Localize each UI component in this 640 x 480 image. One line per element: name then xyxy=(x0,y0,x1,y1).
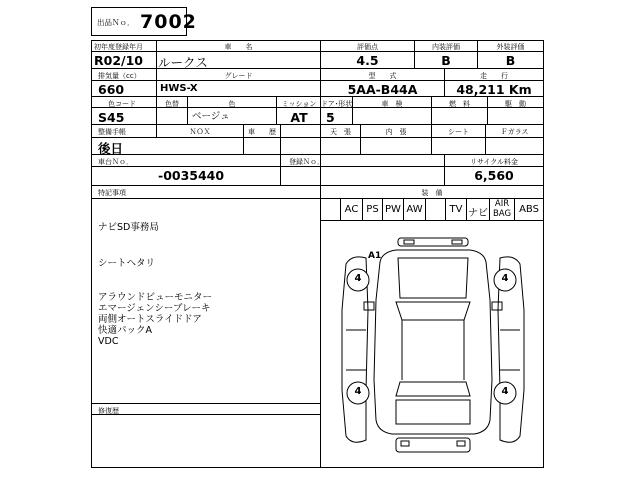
remarks-label: 特記事項 xyxy=(98,189,126,197)
color-code-value: S45 xyxy=(98,110,125,125)
equip-airbag: AIR BAG xyxy=(492,199,512,219)
equip-ac: AC xyxy=(344,204,359,215)
color-label: 色 xyxy=(228,100,236,108)
damage-mark-a1: A1 xyxy=(368,251,382,261)
interior-score-value: B xyxy=(441,53,451,68)
history-label: 車 歴 xyxy=(248,128,276,136)
equip-ps: PS xyxy=(366,204,379,215)
equip-aw: AW xyxy=(406,204,423,215)
lot-no-label: 出品Ｎｏ． xyxy=(97,18,135,27)
nox-label: ＮＯＸ xyxy=(189,128,211,136)
first-reg-label: 初年度登録年月 xyxy=(94,43,143,51)
seat-label: シート xyxy=(448,128,469,136)
car-name-label: 車 名 xyxy=(224,43,253,51)
equip-tv: TV xyxy=(449,204,463,215)
doors-value: 5 xyxy=(326,110,335,125)
drive-label: 駆 動 xyxy=(505,100,526,108)
interior-score-label: 内装評価 xyxy=(432,43,460,51)
chassis-no-label: 車台Ｎｏ． xyxy=(98,158,133,166)
score-value: 4.5 xyxy=(356,53,379,68)
mileage-value: 48,211 Km xyxy=(456,82,532,97)
transmission-value: AT xyxy=(290,110,308,125)
score-label: 評価点 xyxy=(357,43,378,51)
exterior-score-label: 外装評価 xyxy=(496,43,525,51)
first-reg-value: R02/10 xyxy=(94,53,143,68)
color-value: ベージュ xyxy=(192,111,230,122)
interior-label: 内 張 xyxy=(385,128,407,136)
tire-fr-depth: 4 xyxy=(501,273,509,284)
sunroof-label: 天 張 xyxy=(330,128,351,136)
fuel-label: 燃 料 xyxy=(449,100,470,108)
repair-history-label: 修復歴 xyxy=(98,407,119,415)
fglass-label: Ｆガラス xyxy=(500,128,529,136)
model-type-value: 5AA-B44A xyxy=(347,82,418,97)
color-change-label: 色替 xyxy=(165,100,179,108)
remark-line: アラウンドビューモニター xyxy=(98,292,213,303)
tire-rl-depth: 4 xyxy=(354,386,362,397)
equip-pw: PW xyxy=(385,204,401,215)
mileage-label: 走 行 xyxy=(480,72,508,80)
car-name-value: ルークス xyxy=(158,55,208,70)
remark-line: 両側オートスライドドア xyxy=(98,314,202,325)
model-type-label: 型 式 xyxy=(368,72,397,80)
tire-rr-depth: 4 xyxy=(501,386,509,397)
manual-value: 後日 xyxy=(98,141,124,156)
equipment-label: 装 備 xyxy=(421,189,443,197)
transmission-label: ミッション xyxy=(281,100,317,108)
recycle-fee-value: 6,560 xyxy=(474,168,514,183)
color-code-label: 色コード xyxy=(108,100,136,108)
grade-label: グレード xyxy=(224,72,253,80)
inspection-label: 車 検 xyxy=(381,100,403,108)
displacement-value: 660 xyxy=(98,82,125,97)
remark-line: ナビSD事務局 xyxy=(98,222,159,233)
equip-navi: ナビ xyxy=(468,208,488,219)
equip-abs: ABS xyxy=(519,204,539,215)
displacement-label: 排気量（cc） xyxy=(98,72,141,80)
remark-line: 快適パックA xyxy=(98,325,152,336)
remark-line: シートヘタリ xyxy=(98,258,156,269)
manual-label: 整備手帳 xyxy=(98,128,126,136)
remark-line: VDC xyxy=(98,336,119,347)
reg-no-label: 登録Ｎｏ． xyxy=(289,158,324,166)
chassis-no-value: -0035440 xyxy=(158,168,225,183)
recycle-fee-label: リサイクル料金 xyxy=(469,158,519,166)
lot-number: 7002 xyxy=(140,11,197,33)
grade-value: HWS-X xyxy=(160,83,198,94)
tire-fl-depth: 4 xyxy=(354,273,362,284)
exterior-score-value: B xyxy=(505,53,516,68)
doors-shape-label: ドア･形状 xyxy=(321,100,353,108)
remark-line: エマージェンシーブレーキ xyxy=(98,303,211,314)
